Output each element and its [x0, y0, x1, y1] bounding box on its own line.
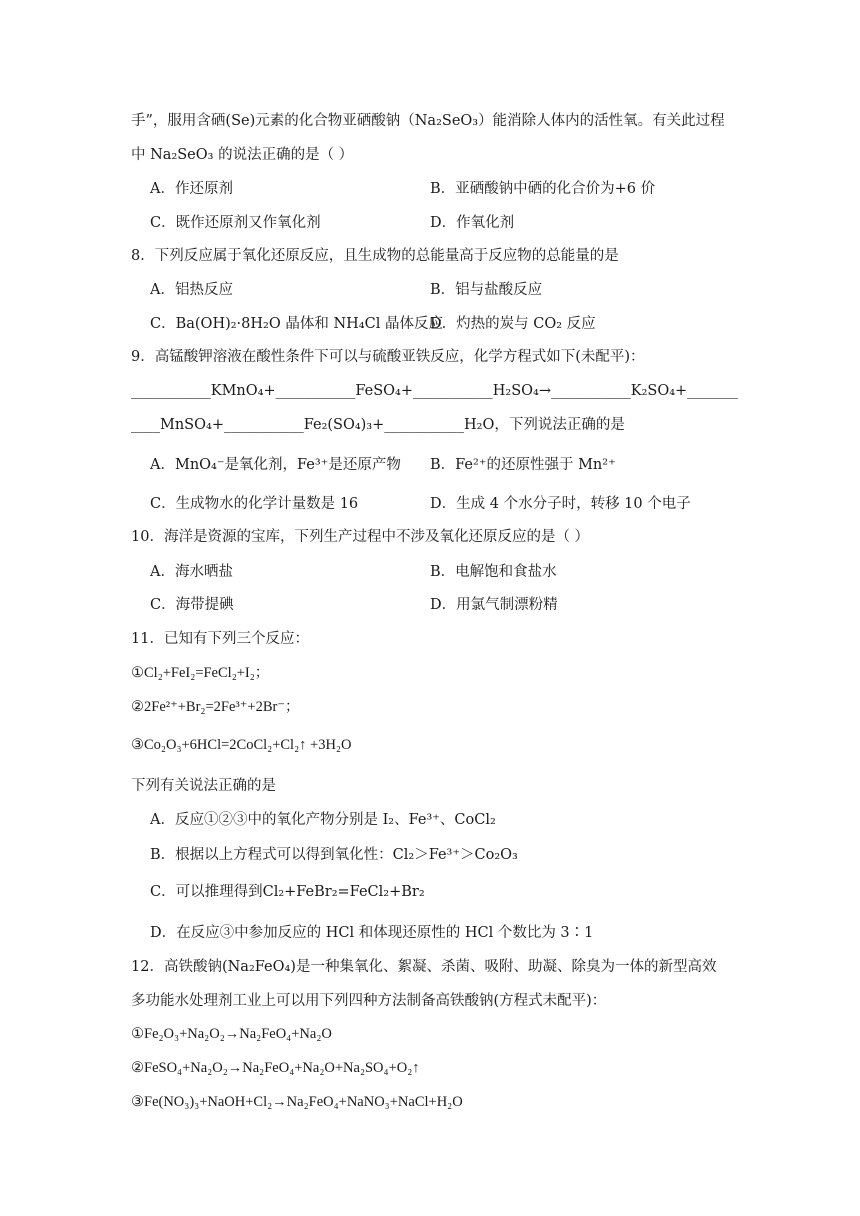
- question-9-option-b: B．Fe²⁺的还原性强于 Mn²⁺: [430, 457, 616, 473]
- question-7-option-b: B．亚硒酸钠中硒的化合价为+6 价: [430, 181, 656, 197]
- question-11-reaction-2: ②2Fe²⁺+Br₂=2Fe³⁺+2Br⁻；: [131, 699, 300, 715]
- question-9-equation-line-1: ___________KMnO₄+___________FeSO₄+___________H₂SO₄→___________K₂SO₄+_______: [131, 383, 738, 399]
- question-8-option-a: A．铝热反应: [150, 282, 233, 298]
- question-11-prompt: 下列有关说法正确的是: [131, 778, 276, 794]
- question-10-stem: 10．海洋是资源的宝库，下列生产过程中不涉及氧化还原反应的是（ ）: [131, 529, 590, 545]
- question-11-reaction-1: ①Cl₂+FeI₂=FeCl₂+I₂；: [131, 665, 270, 681]
- question-12-method-3: ③Fe(NO₃)₃+NaOH+Cl₂→Na₂FeO₄+NaNO₃+NaCl+H₂O: [131, 1094, 463, 1110]
- question-7-stem-line-1: 手”，服用含硒(Se)元素的化合物亚硒酸钠（Na₂SeO₃）能消除人体内的活性氧。有关此过程: [131, 113, 725, 129]
- question-12-method-2: ②FeSO₄+Na₂O₂→Na₂FeO₄+Na₂O+Na₂SO₄+O₂↑: [131, 1060, 420, 1076]
- question-12-stem-line-2: 多功能水处理剂工业上可以用下列四种方法制备高铁酸钠(方程式未配平)：: [131, 993, 607, 1009]
- question-9-stem: 9．高锰酸钾溶液在酸性条件下可以与硫酸亚铁反应，化学方程式如下(未配平)：: [131, 349, 645, 365]
- question-8-option-c: C．Ba(OH)₂·8H₂O 晶体和 NH₄Cl 晶体反应: [150, 316, 443, 332]
- question-9-option-c: C．生成物水的化学计量数是 16: [150, 496, 359, 512]
- question-10-option-a: A．海水晒盐: [150, 564, 233, 580]
- question-12-stem-line-1: 12．高铁酸钠(Na₂FeO₄)是一种集氧化、絮凝、杀菌、吸附、助凝、除臭为一体的新型高效: [131, 959, 717, 975]
- question-9-equation-line-2: ____MnSO₄+___________Fe₂(SO₄)₃+___________H₂O，下列说法正确的是: [131, 417, 625, 433]
- question-11-option-a: A．反应①②③中的氧化产物分别是 I₂、Fe³⁺、CoCl₂: [150, 812, 496, 828]
- question-11-option-c: C．可以推理得到Cl₂+FeBr₂=FeCl₂+Br₂: [150, 884, 425, 900]
- question-7-option-a: A．作还原剂: [150, 181, 233, 197]
- question-11-option-d: D．在反应③中参加反应的 HCl 和体现还原性的 HCl 个数比为 3∶1: [150, 925, 594, 941]
- question-10-option-c: C．海带提碘: [150, 597, 234, 613]
- question-7-option-d: D．作氧化剂: [430, 215, 515, 231]
- question-7-option-c: C．既作还原剂又作氧化剂: [150, 215, 321, 231]
- question-11-stem: 11．已知有下列三个反应：: [131, 631, 309, 647]
- question-10-option-d: D．用氯气制漂粉精: [430, 597, 558, 613]
- question-10-option-b: B．电解饱和食盐水: [430, 564, 557, 580]
- question-11-option-b: B．根据以上方程式可以得到氧化性：Cl₂＞Fe³⁺＞Co₂O₃: [150, 847, 518, 863]
- question-8-option-d: D．灼热的炭与 CO₂ 反应: [430, 316, 596, 332]
- question-11-reaction-3: ③Co₂O₃+6HCl=2CoCl₂+Cl₂↑ +3H₂O: [131, 737, 352, 753]
- question-9-option-d: D．生成 4 个水分子时，转移 10 个电子: [430, 496, 691, 512]
- question-12-method-1: ①Fe₂O₃+Na₂O₂→Na₂FeO₄+Na₂O: [131, 1026, 332, 1042]
- question-7-stem-line-2: 中 Na₂SeO₃ 的说法正确的是（ ）: [131, 147, 354, 163]
- question-8-stem: 8．下列反应属于氧化还原反应，且生成物的总能量高于反应物的总能量的是: [131, 248, 619, 264]
- question-9-option-a: A．MnO₄⁻是氧化剂，Fe³⁺是还原产物: [150, 457, 401, 473]
- question-8-option-b: B．铝与盐酸反应: [430, 282, 543, 298]
